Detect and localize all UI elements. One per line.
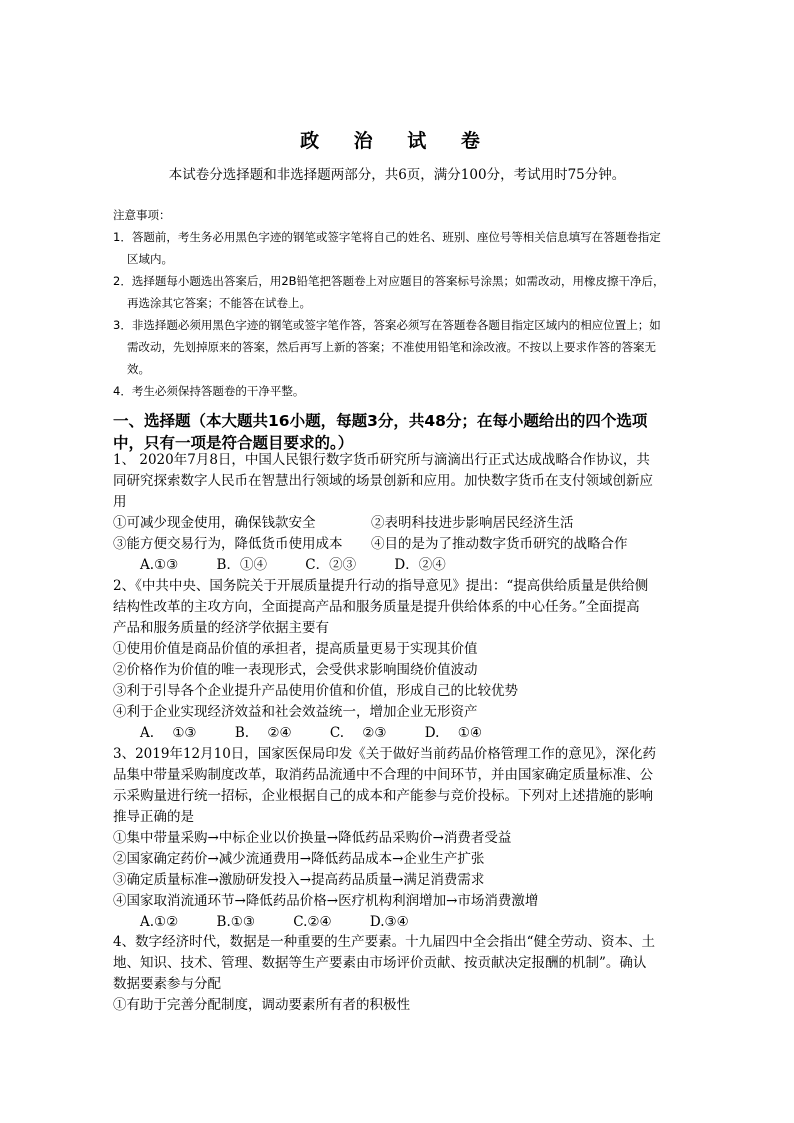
statement-option: ①集中带量采购→中标企业以价换量→降低药品采购价→消费者受益 xyxy=(113,830,512,846)
answer-choice-c: C.②④ xyxy=(293,914,332,930)
question-stem: 结构性改革的主攻方向，全面提高产品和服务质量是提升供给体系的中心任务。”全面提高 xyxy=(113,599,640,615)
question-1 xyxy=(113,450,703,576)
statement-option: ④国家取消流通环节→降低药品价格→医疗机构利润增加→市场消费激增 xyxy=(113,893,539,909)
answer-choice-c: C．②③ xyxy=(305,557,357,573)
statement-option: ③确定质量标准→激励研发投入→提高药品质量→满足消费需求 xyxy=(113,872,485,888)
question-2 xyxy=(113,576,703,744)
answer-choice-c: C. ②③ xyxy=(329,725,387,741)
option-row xyxy=(113,534,703,555)
statement-option: ③能方便交易行为，降低货币使用成本 xyxy=(113,536,343,552)
statement-option: ④利于企业实现经济效益和社会效益统一，增加企业无形资产 xyxy=(113,704,478,720)
statement-option: ④目的是为了推动数字货币研究的战略合作 xyxy=(371,536,628,552)
section-heading-line: 中，只有一项是符合题目要求的。） xyxy=(113,434,354,452)
statement-option: ①使用价值是商品价值的承担者，提高质量更易于实现其价值 xyxy=(113,641,478,657)
question-stem: 2、《中共中央、国务院关于开展质量提升行动的指导意见》提出：“提高供给质量是供给侧 xyxy=(113,578,649,594)
option-row xyxy=(113,513,703,534)
answer-choice-a: A.①② xyxy=(140,914,179,930)
answer-choice-b: B. ②④ xyxy=(234,725,292,741)
notice-item: 区域内。 xyxy=(127,252,173,266)
answer-choices xyxy=(113,912,703,933)
question-stem: 1、 2020年7月8日，中国人民银行数字货币研究所与滴滴出行正式达成战略合作协议，共 xyxy=(113,452,650,468)
question-4 xyxy=(113,932,703,1016)
statement-option: ②国家确定药价→减少流通费用→降低药品成本→企业生产扩张 xyxy=(113,851,485,867)
question-3 xyxy=(113,744,703,933)
statement-option: ②表明科技进步影响居民经济生活 xyxy=(371,515,574,531)
answer-choices xyxy=(113,555,703,576)
statement-option: ②价格作为价值的唯一表现形式，会受供求影响围绕价值波动 xyxy=(113,662,478,678)
statement-option: ③利于引导各个企业提升产品使用价值和价值，形成自己的比较优势 xyxy=(113,683,518,699)
question-stem: 4、数字经济时代，数据是一种重要的生产要素。十九届四中全会指出“健全劳动、资本、土 xyxy=(113,934,655,950)
answer-choice-b: B．①④ xyxy=(216,557,267,573)
notice-block xyxy=(113,204,703,402)
notice-heading: 注意事项： xyxy=(113,208,171,222)
answer-choice-d: D.③④ xyxy=(369,914,409,930)
question-stem: 用 xyxy=(113,494,127,510)
question-stem: 地、知识、技术、管理、数据等生产要素由市场评价贡献、按贡献决定报酬的机制”。确认 xyxy=(113,955,647,971)
section-heading-line: 一、选择题（本大题共16小题，每题3分，共48分；在每小题给出的四个选项 xyxy=(113,412,648,430)
notice-item: 2．选择题每小题选出答案后，用2B铅笔把答题卷上对应题目的答案标号涂黑；如需改动，用橡皮擦干净后， xyxy=(113,274,665,288)
section-heading xyxy=(113,410,703,454)
question-stem: 同研究探索数字人民币在智慧出行领域的场景创新和应用。加快数字货币在支付领域创新应 xyxy=(113,473,653,489)
question-stem: 示采购量进行统一招标，企业根据自己的成本和产能参与竞价投标。下列对上述措施的影响 xyxy=(113,788,653,804)
answer-choice-b: B.①③ xyxy=(216,914,255,930)
notice-item: 3．非选择题必须用黑色字迹的钢笔或签字笔作答，答案必须写在答题卷各题目指定区域内的相应位置上；如 xyxy=(113,318,661,332)
notice-item: 再选涂其它答案；不能答在试卷上。 xyxy=(127,296,311,310)
question-stem: 数据要素参与分配 xyxy=(113,976,221,992)
question-stem: 推导正确的是 xyxy=(113,809,194,825)
answer-choice-d: D. ①④ xyxy=(424,725,482,741)
exam-description: 本试卷分选择题和非选择题两部分，共6页，满分100分，考试用时75分钟。 xyxy=(168,167,626,183)
page-title: 政 治 试 卷 xyxy=(300,130,494,152)
answer-choice-a: A. ①③ xyxy=(140,725,197,741)
question-stem: 3、2019年12月10日，国家医保局印发《关于做好当前药品价格管理工作的意见》，深化药 xyxy=(113,746,657,762)
notice-item: 1．答题前，考生务必用黑色字迹的钢笔或签字笔将自己的姓名、班别、座位号等相关信息填写在答题卷指定 xyxy=(113,230,661,244)
notice-item: 4．考生必须保持答题卷的干净平整。 xyxy=(113,384,305,398)
answer-choice-a: A.①③ xyxy=(140,557,179,573)
notice-item: 需改动，先划掉原来的答案，然后再写上新的答案；不准使用铅笔和涂改液。不按以上要求作答的答案无 xyxy=(127,340,656,354)
answer-choices xyxy=(113,723,703,744)
statement-option: ①可减少现金使用，确保钱款安全 xyxy=(113,515,316,531)
question-stem: 产品和服务质量的经济学依据主要有 xyxy=(113,620,329,636)
question-stem: 品集中带量采购制度改革，取消药品流通中不合理的中间环节，并由国家确定质量标准、公 xyxy=(113,767,653,783)
statement-option: ①有助于完善分配制度，调动要素所有者的积极性 xyxy=(113,997,410,1013)
answer-choice-d: D．②④ xyxy=(394,557,446,573)
notice-item: 效。 xyxy=(127,362,150,376)
